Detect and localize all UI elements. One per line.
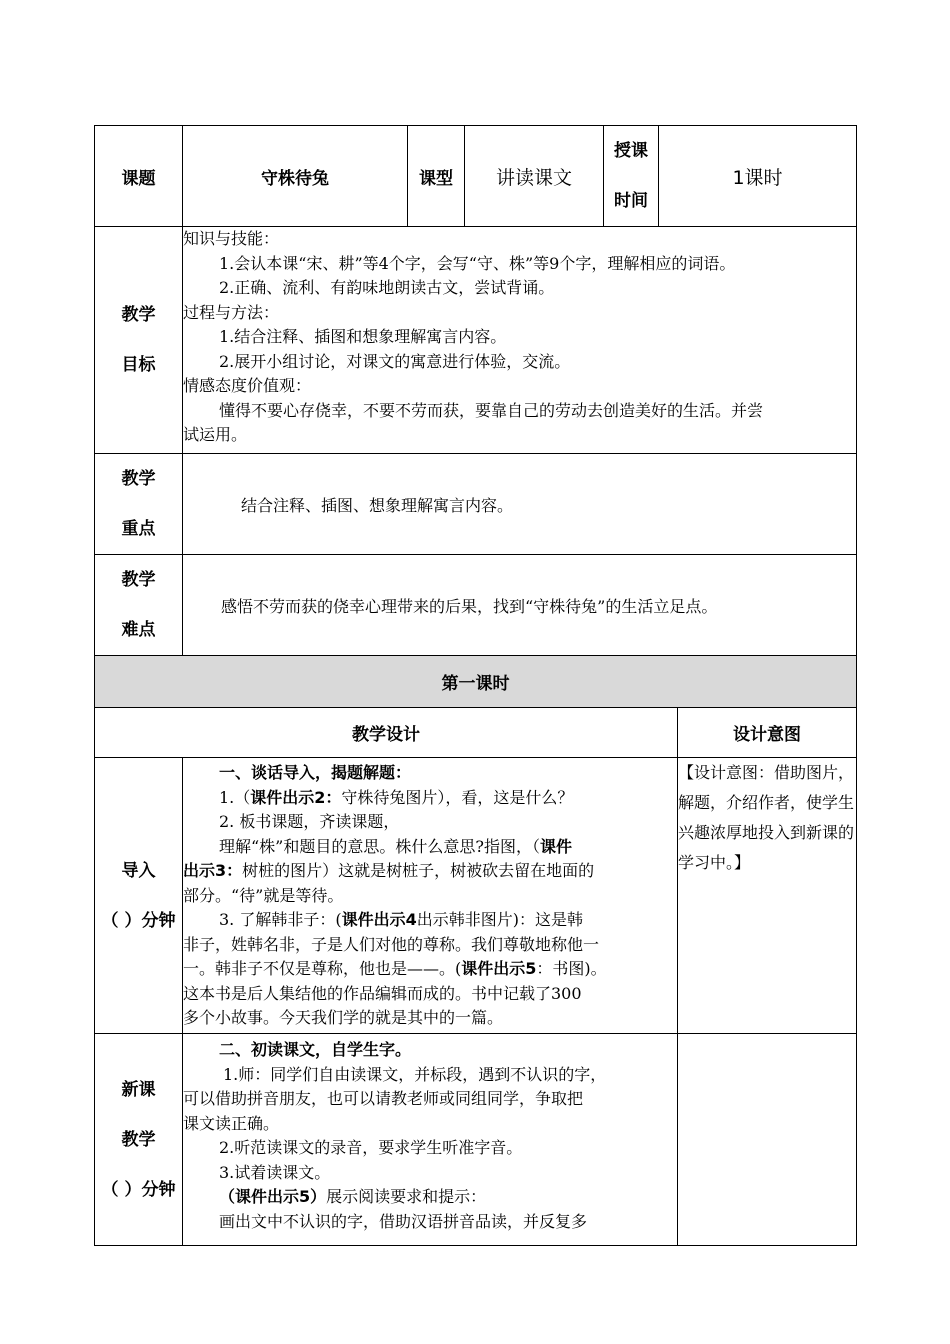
intro-intent: 【设计意图：借助图片，解题，介绍作者，使学生兴趣浓厚地投入到新课的学习中。】: [678, 758, 857, 1034]
newlesson-line: 2.听范读课文的录音，要求学生听准字音。: [219, 1138, 523, 1157]
intro-line: 部分。“待”就是等待。: [183, 885, 344, 905]
difficulty-label-1: 教学: [121, 570, 156, 590]
newlesson-label-1: 新课: [121, 1079, 156, 1100]
difficulty-label: [95, 555, 183, 656]
goals-label-1: 教学: [121, 305, 156, 325]
newlesson-intent: [678, 1034, 857, 1246]
focus-label-2: 重点: [121, 519, 156, 539]
newlesson-content: [183, 1034, 678, 1246]
goals-content: [183, 227, 857, 454]
difficulty-label-2: 难点: [121, 620, 156, 640]
intro-line: 一。韩非子不仅是尊称，他也是——。(课件出示5：书图)。: [183, 959, 607, 978]
time-label: [604, 126, 659, 227]
goals-line: 情感态度价值观：: [183, 376, 312, 395]
newlesson-label-3: （ ）分钟: [101, 1179, 176, 1200]
newlesson-line: 可以借助拼音朋友，也可以请教老师或同组同学，争取把: [183, 1089, 584, 1108]
type-value: 讲读课文: [465, 126, 604, 227]
lesson-title: 第一课时: [95, 656, 857, 708]
newlesson-line: 课文读正确。: [183, 1113, 280, 1133]
focus-label: [95, 454, 183, 555]
intro-line: 2. 板书课题，齐读课题，: [219, 812, 400, 831]
difficulty-row: [95, 555, 857, 656]
intro-line: 3. 了解韩非子：(课件出示4出示韩非图片)：这是韩: [219, 910, 583, 929]
newlesson-label: [95, 1034, 183, 1246]
goals-line: 过程与方法：: [183, 302, 280, 322]
type-label: 课型: [408, 126, 465, 227]
hours-value: 1课时: [659, 126, 857, 227]
goals-line: 懂得不要心存侥幸，不要不劳而获，要靠自己的劳动去创造美好的生活。并尝: [219, 400, 764, 420]
intro-label-1: 导入: [121, 860, 156, 881]
intro-row: [95, 758, 857, 1034]
intro-line: 1.（课件出示2：守株待兔图片），看，这是什么？: [219, 787, 574, 807]
newlesson-line: 1.师：同学们自由读课文，并标段，遇到不认识的字，: [223, 1064, 607, 1084]
focus-label-1: 教学: [121, 469, 156, 489]
intro-heading: 一、谈话导入，揭题解题：: [219, 763, 412, 782]
topic-value: 守株待兔: [183, 126, 408, 227]
intent-header: 设计意图: [678, 708, 857, 758]
goals-line: 2.展开小组讨论，对课文的寓意进行体验，交流。: [219, 351, 571, 371]
goals-row: [95, 227, 857, 454]
intro-line: 多个小故事。今天我们学的就是其中的一篇。: [183, 1008, 504, 1027]
focus-text: 结合注释、插图、想象理解寓言内容。: [183, 454, 857, 555]
goals-line: 1.结合注释、插图和想象理解寓言内容。: [219, 327, 507, 346]
intro-line: 非子，姓韩名非，子是人们对他的尊称。我们尊敬地称他一: [183, 934, 600, 954]
intro-content: [183, 758, 678, 1034]
goals-label-2: 目标: [121, 355, 156, 375]
intro-label: [95, 758, 183, 1034]
header-row: [95, 126, 857, 227]
newlesson-line: （课件出示5）展示阅读要求和提示：: [219, 1187, 487, 1206]
newlesson-heading: 二、初读课文，自学生字。: [219, 1040, 412, 1059]
lesson-plan-table: [94, 125, 857, 1246]
topic-label: 课题: [95, 126, 183, 227]
goals-line: 试运用。: [183, 425, 248, 444]
time-label-1: 授课: [614, 141, 648, 161]
time-label-2: 时间: [614, 191, 648, 211]
newlesson-line: 画出文中不认识的字，借助汉语拼音品读，并反复多: [219, 1211, 588, 1231]
design-header: 教学设计: [95, 708, 678, 758]
intro-line: 理解“株”和题目的意思。株什么意思?指图，（课件: [219, 836, 572, 856]
intro-line: 这本书是后人集结他的作品编辑而成的。书中记载了300: [183, 983, 582, 1003]
intro-label-2: （ ）分钟: [101, 910, 176, 931]
newlesson-line: 3.试着读课文。: [219, 1162, 331, 1182]
lesson-title-row: [95, 656, 857, 708]
goals-line: 2.正确、流利、有韵味地朗读古文，尝试背诵。: [219, 278, 555, 297]
intro-line: 出示3：树桩的图片）这就是树桩子，树被砍去留在地面的: [183, 861, 595, 880]
goals-line: 知识与技能：: [183, 229, 280, 248]
newlesson-row: [95, 1034, 857, 1246]
design-header-row: [95, 708, 857, 758]
goals-line: 1.会认本课“宋、耕”等4个字，会写“守、株”等9个字，理解相应的词语。: [219, 253, 736, 273]
difficulty-text: 感悟不劳而获的侥幸心理带来的后果，找到“守株待兔”的生活立足点。: [183, 555, 857, 656]
newlesson-label-2: 教学: [121, 1129, 156, 1150]
focus-row: [95, 454, 857, 555]
goals-label: [95, 227, 183, 454]
